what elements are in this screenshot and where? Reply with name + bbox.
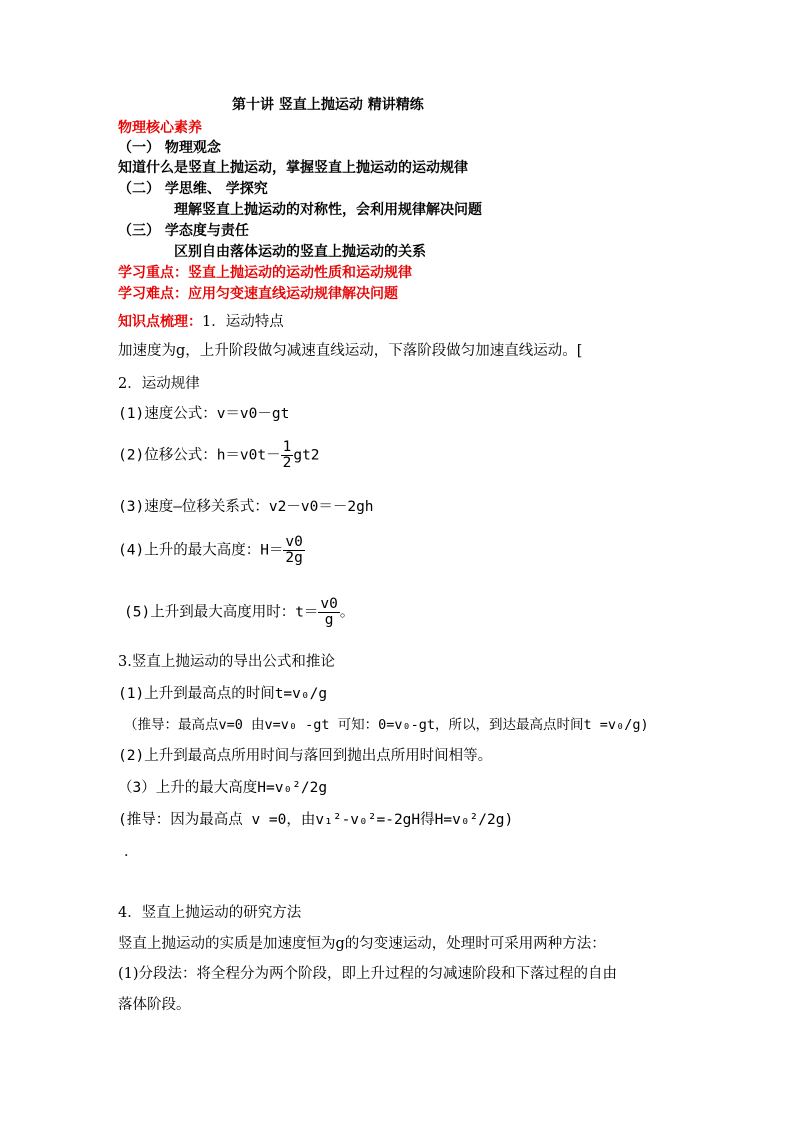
section-3-label: （三） 学态度与责任	[118, 223, 249, 239]
derived-2: (2)上升到最高点所用时间与落回到抛出点所用时间相等。	[118, 748, 493, 764]
derived-3-note: (推导：因为最高点 v =0，由v₁²-v₀²=-2gH得H=v₀²/2g)	[118, 812, 514, 828]
formula-velocity: (1)速度公式：v＝v0－gt	[118, 406, 290, 422]
fraction-max-height: $\frac{v0}{2g}$	[285, 534, 303, 567]
dot-mark: ．	[124, 844, 139, 860]
formula-velocity-displacement: (3)速度—位移关系式：v2－v0＝－2gh	[118, 499, 374, 515]
item-3-title: 3.竖直上抛运动的导出公式和推论	[118, 654, 335, 670]
core-literacy-heading: 物理核心素养	[118, 120, 202, 136]
derived-1-note: （推导：最高点v=0 由v=v₀ -gt 可知：0=v₀-gt，所以，到达最高点时间t =v₀/g)	[124, 717, 649, 733]
formula-displacement: (2)位移公式：h＝v0t－ $\frac{1}{2}$ gt2	[118, 439, 320, 472]
formula-rise-time: (5)上升到最大高度用时：t＝ $\frac{v0}{g}$ 。	[124, 596, 355, 629]
item-1-text: 加速度为g，上升阶段做匀减速直线运动，下落阶段做匀加速直线运动。[	[118, 343, 583, 359]
section-3-text: 区别自由落体运动的竖直上抛运动的关系	[174, 244, 426, 260]
fraction-rise-time: $\frac{v0}{g}$	[320, 596, 338, 629]
item-4-text: 竖直上抛运动的实质是加速度恒为g的匀变速运动，处理时可采用两种方法：	[118, 936, 606, 952]
difficult-point: 学习难点：应用匀变速直线运动规律解决问题	[118, 286, 398, 302]
knowledge-heading	[118, 314, 284, 331]
method-1-line-1: (1)分段法：将全程分为两个阶段，即上升过程的匀减速阶段和下落过程的自由	[118, 966, 618, 982]
method-1-line-2: 落体阶段。	[118, 997, 191, 1013]
item-1-title: 1．运动特点	[202, 314, 284, 330]
key-point: 学习重点：竖直上抛运动的运动性质和运动规律	[118, 265, 412, 281]
formula-max-height: (4)上升的最大高度：H＝ $\frac{v0}{2g}$	[118, 534, 303, 567]
section-2-text: 理解竖直上抛运动的对称性，会利用规律解决问题	[174, 202, 482, 218]
knowledge-label: 知识点梳理：	[118, 314, 202, 330]
item-4-title: 4．竖直上抛运动的研究方法	[118, 905, 302, 921]
page-title: 第十讲 竖直上抛运动 精讲精练	[232, 97, 424, 113]
item-2-title: 2．运动规律	[118, 376, 200, 392]
derived-1: (1)上升到最高点的时间t=v₀/g	[118, 686, 328, 702]
section-2-label: （二） 学思维、 学探究	[118, 181, 268, 197]
section-1-text: 知道什么是竖直上抛运动，掌握竖直上抛运动的运动规律	[118, 160, 468, 176]
derived-3: （3）上升的最大高度H=v₀²/2g	[118, 780, 328, 796]
section-1-label: （一） 物理观念	[118, 140, 221, 156]
fraction-half: $\frac{1}{2}$	[282, 439, 292, 472]
